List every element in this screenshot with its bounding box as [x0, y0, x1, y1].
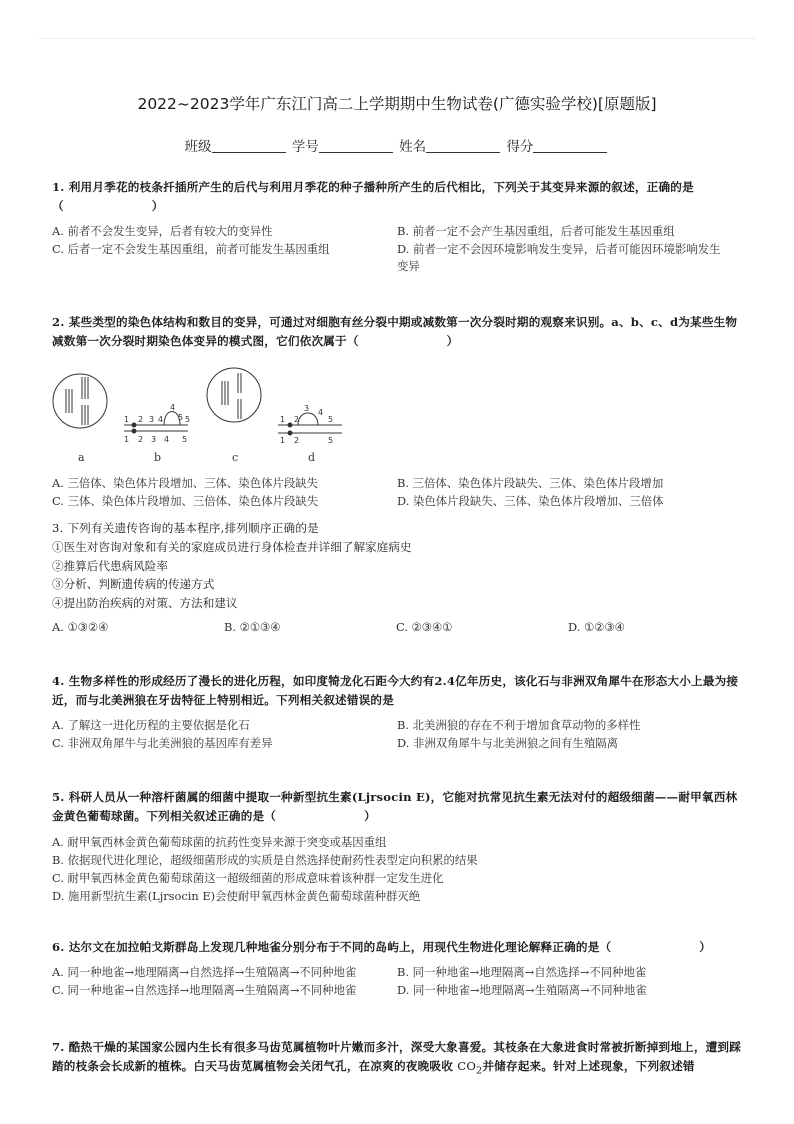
question-number: 1.	[52, 180, 65, 194]
figure-label-a: a	[78, 451, 85, 464]
question-3	[52, 519, 742, 637]
option-d[interactable]: D. 非洲双角犀牛与北美洲狼之间有生殖隔离	[397, 735, 619, 750]
answer-paren-close: ）	[446, 334, 459, 348]
item-4: ④提出防治疾病的对策、方法和建议	[52, 595, 238, 610]
question-number: 3.	[52, 521, 64, 535]
question-text: 达尔文在加拉帕戈斯群岛上发现几种地雀分别分布于不同的岛屿上，用现代生物进化理论解释正确的是（	[68, 940, 612, 954]
question-stem	[52, 1038, 742, 1080]
option-c[interactable]: C. 后者一定不会发生基因重组，前者可能发生基因重组	[52, 241, 330, 256]
figure-label-b: b	[154, 451, 162, 464]
co2-formula	[457, 1059, 483, 1077]
field-score-blank[interactable]	[533, 139, 607, 153]
options	[52, 964, 742, 999]
question-number: 5.	[52, 790, 65, 804]
b-top-2: 2	[138, 415, 144, 424]
d-bot-2: 2	[294, 436, 300, 445]
field-name-blank[interactable]	[426, 139, 500, 153]
question-stem	[52, 519, 742, 538]
option-c[interactable]: C. 非洲双角犀牛与北美洲狼的基因库有差异	[52, 735, 273, 750]
question-stem	[52, 788, 742, 826]
figure-c-cell	[207, 368, 261, 422]
question-text-cont: 并储存起来。针对上述现象，下列叙述错	[482, 1059, 695, 1073]
option-a[interactable]: A. 前者不会发生变异，后者有较大的变异性	[52, 224, 273, 238]
question-text: 某些类型的染色体结构和数目的变异，可通过对细胞有丝分裂中期或减数第一次分裂时期的观察来识别。a、b、c、d为某些生物减数第一次分裂时期染色体变异的模式图，它们依次属于（	[52, 315, 738, 348]
b-loop-4: 4	[170, 403, 176, 412]
question-text: 生物多样性的形成经历了漫长的进化历程，如印度犄龙化石距今大约有2.4亿年历史，该化石与非洲双角犀牛在形态大小上最为接近，而与北美洲狼在牙齿特征上特别相近。下列相关叙述错误的是	[52, 674, 739, 707]
option-d[interactable]: D. ①②③④	[568, 620, 625, 634]
question-number: 2.	[52, 315, 65, 329]
question-stem	[52, 178, 742, 216]
question-5	[52, 788, 742, 905]
student-info-line	[0, 135, 794, 155]
d-top-2: 2	[294, 415, 300, 424]
field-id-blank[interactable]	[319, 139, 393, 153]
question-stem	[52, 313, 742, 351]
answer-paren-close: ）	[364, 809, 376, 823]
co2-text: CO	[457, 1059, 477, 1073]
d-top-4: 4	[318, 408, 324, 417]
options	[52, 717, 742, 752]
b-bot-3: 3	[151, 435, 157, 444]
b-top-5: 5	[185, 415, 191, 424]
co2-subscript: 2	[476, 1065, 483, 1077]
figure-a-cell	[53, 374, 107, 428]
option-a[interactable]: A. 了解这一进化历程的主要依据是化石	[52, 718, 250, 732]
option-a[interactable]: A. 三倍体、染色体片段增加、三体、染色体片段缺失	[52, 476, 319, 490]
option-c[interactable]: C. 耐甲氧西林金黄色葡萄球菌这一超级细菌的形成意味着该种群一定发生进化	[52, 871, 444, 885]
b-bot-2: 2	[138, 435, 144, 444]
option-c[interactable]: C. ②③④①	[396, 620, 453, 634]
option-b[interactable]: B. 三倍体、染色体片段缺失、三体、染色体片段增加	[397, 476, 664, 490]
question-7	[52, 1038, 742, 1080]
options	[52, 619, 742, 637]
chromosome-diagram	[52, 355, 372, 455]
chromosome-figure	[52, 355, 742, 464]
question-1	[52, 178, 742, 276]
options	[52, 223, 742, 276]
question-text: 下列有关遗传咨询的基本程序,排列顺序正确的是	[67, 521, 319, 535]
d-top-5: 5	[328, 415, 334, 424]
d-bot-5: 5	[328, 436, 334, 445]
answer-paren-close: ）	[151, 199, 164, 213]
item-1: ①医生对咨询对象和有关的家庭成员进行身体检查并详细了解家庭病史	[52, 540, 412, 554]
field-score-label: 得分	[506, 139, 534, 155]
b-top-4: 4	[158, 415, 164, 424]
option-c[interactable]: C. 同一种地雀→自然选择→地理隔离→生殖隔离→不同种地雀	[52, 982, 357, 997]
answer-paren-open: （	[52, 199, 64, 213]
question-number: 4.	[52, 674, 65, 688]
field-class-label: 班级	[184, 139, 212, 155]
option-d[interactable]: D. 染色体片段缺失、三体、染色体片段增加、三倍体	[397, 493, 664, 508]
question-text: 利用月季花的枝条扦插所产生的后代与利用月季花的种子播种所产生的后代相比，下列关于其变异来源的叙述，正确的是	[68, 180, 694, 194]
options	[52, 833, 742, 905]
page-top-rule	[38, 38, 756, 39]
question-number: 6.	[52, 940, 65, 954]
b-bot-1: 1	[124, 435, 130, 444]
b-bot-5: 5	[182, 435, 188, 444]
option-d[interactable]: D. 前者一定不会因环境影响发生变异，后者可能因环境影响发生变异	[397, 241, 721, 273]
question-6	[52, 938, 742, 999]
answer-paren-close: ）	[699, 940, 712, 954]
option-d[interactable]: D. 施用新型抗生素(Ljrsocin E)会使耐甲氧西林金黄色葡萄球菌种群灭绝	[52, 889, 421, 903]
option-b[interactable]: B. 依据现代进化理论，超级细菌形成的实质是自然选择使耐药性表型定向积累的结果	[52, 853, 478, 867]
question-4	[52, 672, 742, 752]
question-stem	[52, 672, 742, 710]
option-b[interactable]: B. 北美洲狼的存在不利于增加食草动物的多样性	[397, 718, 641, 732]
b-loop-5: 5	[178, 413, 184, 422]
question-text: 科研人员从一种溶杆菌属的细菌中提取一种新型抗生素(Ljrsocin E)，它能对抗常见抗生素无法对付的超级细菌——耐甲氧西林金黄色葡萄球菌。下列相关叙述正确的是（	[52, 790, 738, 823]
item-2: ②推算后代患病风险率	[52, 558, 168, 573]
option-c[interactable]: C. 三体、染色体片段增加、三倍体、染色体片段缺失	[52, 493, 319, 508]
d-top-3: 3	[304, 404, 310, 413]
question-text: 酷热干燥的某国家公园内生长有很多马齿苋属植物叶片嫩而多汁，深受大象喜爱。其枝条在大象进食时常被折断掉到地上，遭到踩踏的枝条会长成新的植株。白天马齿苋属植物会关闭气孔，在凉爽的夜晚吸收	[52, 1040, 742, 1073]
option-b[interactable]: B. 同一种地雀→地理隔离→自然选择→不同种地雀	[397, 965, 647, 979]
question-2	[52, 313, 742, 510]
option-b[interactable]: B. ②①③④	[224, 620, 281, 634]
question-stem	[52, 938, 742, 957]
d-top-1: 1	[280, 415, 286, 424]
b-top-1: 1	[124, 415, 130, 424]
figure-label-d: d	[308, 451, 316, 464]
question-number: 7.	[52, 1040, 65, 1054]
option-d[interactable]: D. 同一种地雀→地理隔离→生殖隔离→不同种地雀	[397, 982, 647, 997]
option-a[interactable]: A. 耐甲氧西林金黄色葡萄球菌的抗药性变异来源于突变或基因重组	[52, 835, 387, 849]
field-id-label: 学号	[291, 139, 319, 155]
field-name-label: 姓名	[399, 139, 427, 155]
page-title: 2022~2023学年广东江门高二上学期期中生物试卷(广德实验学校)[原题版]	[137, 95, 657, 113]
option-a[interactable]: A. 同一种地雀→地理隔离→自然选择→生殖隔离→不同种地雀	[52, 965, 357, 979]
b-top-3: 3	[149, 415, 155, 424]
d-bot-1: 1	[280, 436, 286, 445]
b-bot-4: 4	[164, 435, 170, 444]
figure-label-c: c	[232, 451, 239, 464]
options	[52, 475, 742, 510]
item-3: ③分析、判断遗传病的传递方式	[52, 577, 215, 591]
field-class-blank[interactable]	[212, 139, 286, 153]
option-a[interactable]: A. ①③②④	[52, 620, 109, 634]
option-b[interactable]: B. 前者一定不会产生基因重组，后者可能发生基因重组	[397, 224, 675, 238]
